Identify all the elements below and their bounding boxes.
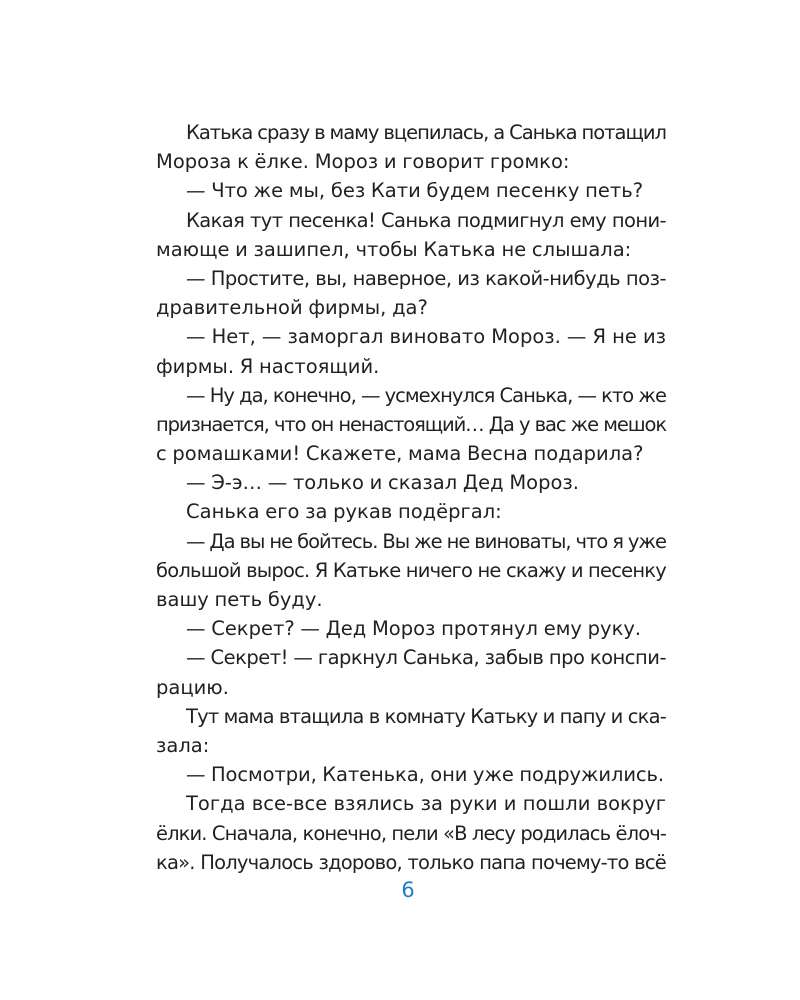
text-line: — Посмотри, Катенька, они уже подружились.	[186, 763, 665, 787]
text-line: — Ну да, конечно, — усмехнулся Санька, — кто же	[186, 383, 666, 407]
page-number: 6	[401, 878, 415, 902]
text-line: большой вырос. Я Катьке ничего не скажу и песенку	[156, 558, 666, 582]
body-text	[156, 118, 666, 877]
text-line: — Э-э… — только и сказал Дед Мороз.	[186, 471, 579, 495]
text-line: рацию.	[156, 675, 229, 699]
text-line: — Секрет? — Дед Мороз протянул ему руку.	[186, 617, 642, 641]
text-line: ка». Получалось здорово, только папа почему-то всё	[156, 850, 666, 874]
text-line: — Что же мы, без Кати будем песенку петь?	[186, 179, 644, 203]
text-line: дравительной фирмы, да?	[156, 296, 428, 320]
text-line: признается, что он ненастоящий… Да у вас же мешок	[156, 412, 666, 436]
text-line: Санька его за рукав подёргал:	[186, 500, 502, 524]
text-line: Катька сразу в маму вцепилась, а Санька потащил	[186, 121, 666, 144]
text-line: Тогда все-все взялись за руки и пошли вокруг	[186, 792, 666, 816]
text-line: — Простите, вы, наверное, из какой-нибудь поз-	[186, 266, 666, 290]
text-line: — Да вы не бойтесь. Вы же не виноваты, что я уже	[186, 529, 666, 553]
text-line: Мороза к ёлке. Мороз и говорит громко:	[156, 150, 570, 174]
text-line: зала:	[156, 733, 210, 757]
text-line: Какая тут песенка! Санька подмигнул ему пони-	[186, 208, 666, 232]
text-line: Тут мама втащила в комнату Катьку и папу и ска-	[186, 704, 666, 728]
text-line: с ромашками! Скажете, мама Весна подарила?	[156, 442, 644, 466]
text-line: ёлки. Сначала, конечно, пели «В лесу родилась ёлоч-	[156, 821, 666, 845]
text-line: — Нет, — заморгал виновато Мороз. — Я не из	[186, 325, 666, 349]
text-line: — Секрет! — гаркнул Санька, забыв про конспи-	[186, 646, 666, 670]
text-line: вашу петь буду.	[156, 588, 323, 611]
text-line: фирмы. Я настоящий.	[156, 354, 380, 378]
text-line: мающе и зашипел, чтобы Катька не слышала:	[156, 237, 632, 261]
